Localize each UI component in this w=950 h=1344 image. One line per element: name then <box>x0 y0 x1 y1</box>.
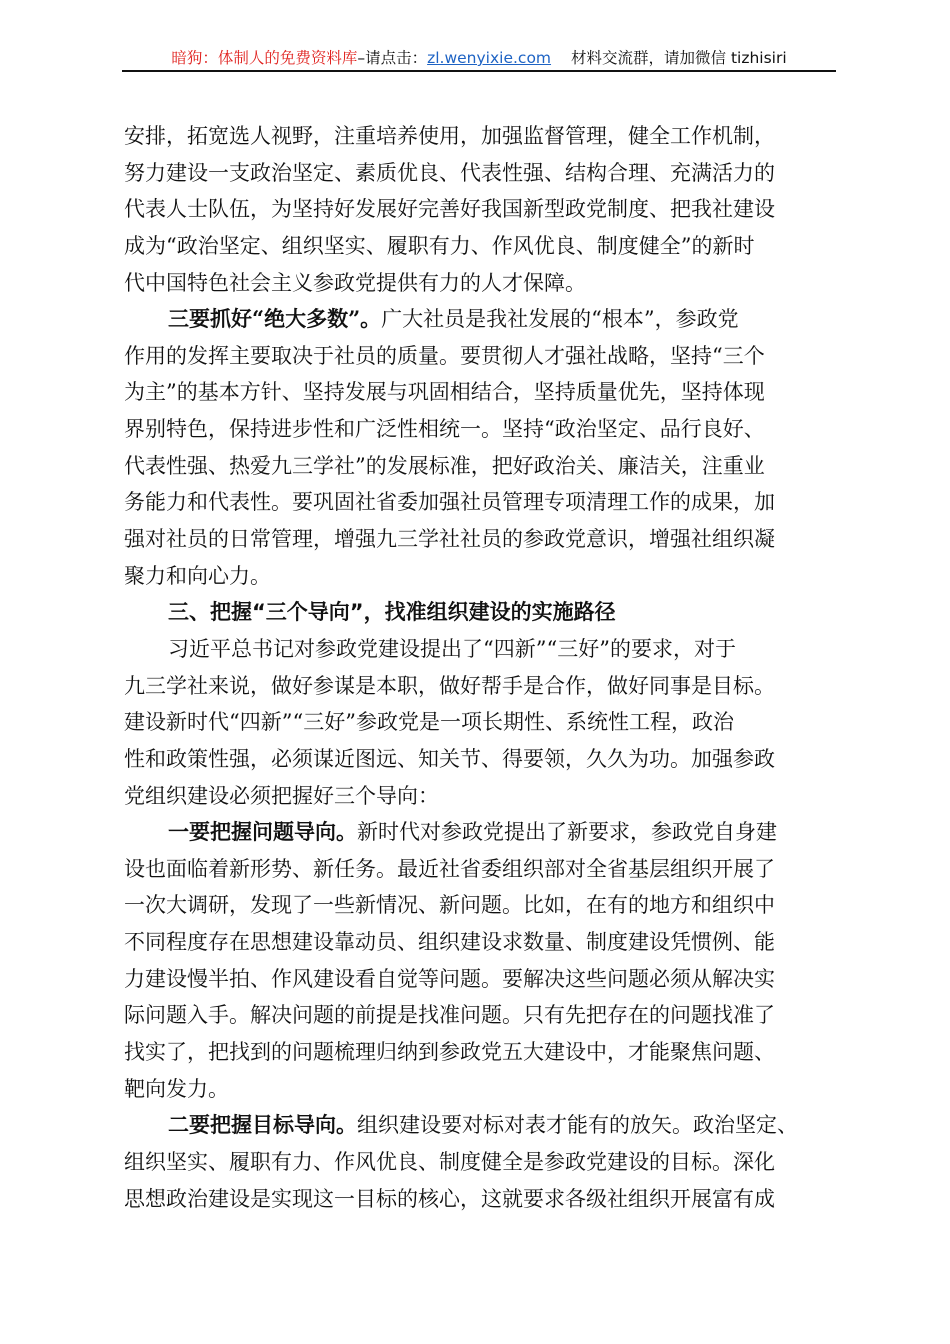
header-site-name: 暗狗：体制人的免费资料库 <box>171 49 358 67</box>
line-text: 代中国特色社会主义参政党提供有力的人才保障。 <box>124 270 586 295</box>
text-line <box>124 301 836 338</box>
text-line <box>124 631 836 668</box>
line-text: 习近平总书记对参政党建设提出了“四新”“三好”的要求，对于 <box>168 636 736 661</box>
text-line <box>124 961 836 998</box>
line-text: 靶向发力。 <box>124 1076 229 1101</box>
line-text: 设也面临着新形势、新任务。最近社省委组织部对全省基层组织开展了 <box>124 856 775 881</box>
text-line <box>124 118 836 155</box>
line-text: 性和政策性强，必须谋近图远、知关节、得要领，久久为功。加强参政 <box>124 746 775 771</box>
text-line <box>124 191 836 228</box>
page-header <box>122 46 836 70</box>
line-text: 务能力和代表性。要巩固社省委加强社员管理专项清理工作的成果，加 <box>124 490 775 515</box>
document-body <box>124 118 836 1217</box>
line-text: 新时代对参政党提出了新要求，参政党自身建 <box>357 820 777 845</box>
text-line <box>124 155 836 192</box>
line-text: 界别特色，保持进步性和广泛性相统一。坚持“政治坚定、品行良好、 <box>124 417 765 442</box>
header-divider <box>122 70 836 72</box>
text-line <box>124 997 836 1034</box>
line-text: 九三学社来说，做好参谋是本职，做好帮手是合作，做好同事是目标。 <box>124 673 775 698</box>
text-line <box>124 1034 836 1071</box>
text-line <box>124 558 836 595</box>
line-text: 为主”的基本方针、坚持发展与巩固相结合，坚持质量优先，坚持体现 <box>124 380 765 405</box>
line-text: 一次大调研，发现了一些新情况、新问题。比如，在有的地方和组织中 <box>124 893 775 918</box>
line-text: 强对社员的日常管理，增强九三学社社员的参政党意识，增强社组织凝 <box>124 527 775 552</box>
section-heading <box>124 594 836 631</box>
text-line <box>124 338 836 375</box>
line-text: 三、把握“三个导向”，找准组织建设的实施路径 <box>168 600 616 625</box>
text-line <box>124 778 836 815</box>
text-line <box>124 1181 836 1218</box>
text-line <box>124 1071 836 1108</box>
text-line <box>124 448 836 485</box>
text-line <box>124 924 836 961</box>
line-text: 聚力和向心力。 <box>124 563 271 588</box>
line-text: 成为“政治坚定、组织坚实、履职有力、作风优良、制度健全”的新时 <box>124 233 755 258</box>
text-line <box>124 411 836 448</box>
text-line <box>124 374 836 411</box>
text-line <box>124 521 836 558</box>
line-text: 广大社员是我社发展的“根本”，参政党 <box>381 307 739 332</box>
line-text: 组织坚实、履职有力、作风优良、制度健全是参政党建设的目标。深化 <box>124 1149 775 1174</box>
line-text: 组织建设要对标对表才能有的放矢。政治坚定、 <box>357 1113 798 1138</box>
line-text: 找实了，把找到的问题梳理归纳到参政党五大建设中，才能聚焦问题、 <box>124 1040 775 1065</box>
header-wechat: 材料交流群，请加微信 tizhisiri <box>571 49 787 67</box>
text-line <box>124 668 836 705</box>
line-text: 力建设慢半拍、作风建设看自觉等问题。要解决这些问题必须从解决实 <box>124 966 775 991</box>
line-text: 党组织建设必须把握好三个导向： <box>124 783 439 808</box>
text-line <box>124 704 836 741</box>
text-line <box>124 814 836 851</box>
paragraph-lead: 三要抓好“绝大多数”。 <box>168 306 382 332</box>
text-line <box>124 228 836 265</box>
paragraph-lead: 一要把握问题导向。 <box>168 819 357 845</box>
text-line <box>124 484 836 521</box>
line-text: 代表性强、热爱九三学社”的发展标准，把好政治关、廉洁关，注重业 <box>124 453 765 478</box>
line-text: 努力建设一支政治坚定、素质优良、代表性强、结构合理、充满活力的 <box>124 160 775 185</box>
header-click-prompt: –请点击： <box>357 49 428 67</box>
text-line <box>124 1144 836 1181</box>
text-line <box>124 887 836 924</box>
paragraph-lead: 二要把握目标导向。 <box>168 1112 357 1138</box>
line-text: 作用的发挥主要取决于社员的质量。要贯彻人才强社战略，坚持“三个 <box>124 343 765 368</box>
line-text: 建设新时代“四新”“三好”参政党是一项长期性、系统性工程，政治 <box>124 710 734 735</box>
header-link[interactable]: zl.wenyixie.com <box>427 49 552 67</box>
line-text: 际问题入手。解决问题的前提是找准问题。只有先把存在的问题找准了 <box>124 1003 775 1028</box>
text-line <box>124 851 836 888</box>
line-text: 安排，拓宽选人视野，注重培养使用，加强监督管理，健全工作机制， <box>124 124 775 148</box>
line-text: 代表人士队伍，为坚持好发展好完善好我国新型政党制度、把我社建设 <box>124 197 775 222</box>
text-line <box>124 741 836 778</box>
text-line <box>124 1107 836 1144</box>
line-text: 思想政治建设是实现这一目标的核心，这就要求各级社组织开展富有成 <box>124 1186 775 1211</box>
line-text: 不同程度存在思想建设靠动员、组织建设求数量、制度建设凭惯例、能 <box>124 930 775 955</box>
text-line <box>124 265 836 302</box>
